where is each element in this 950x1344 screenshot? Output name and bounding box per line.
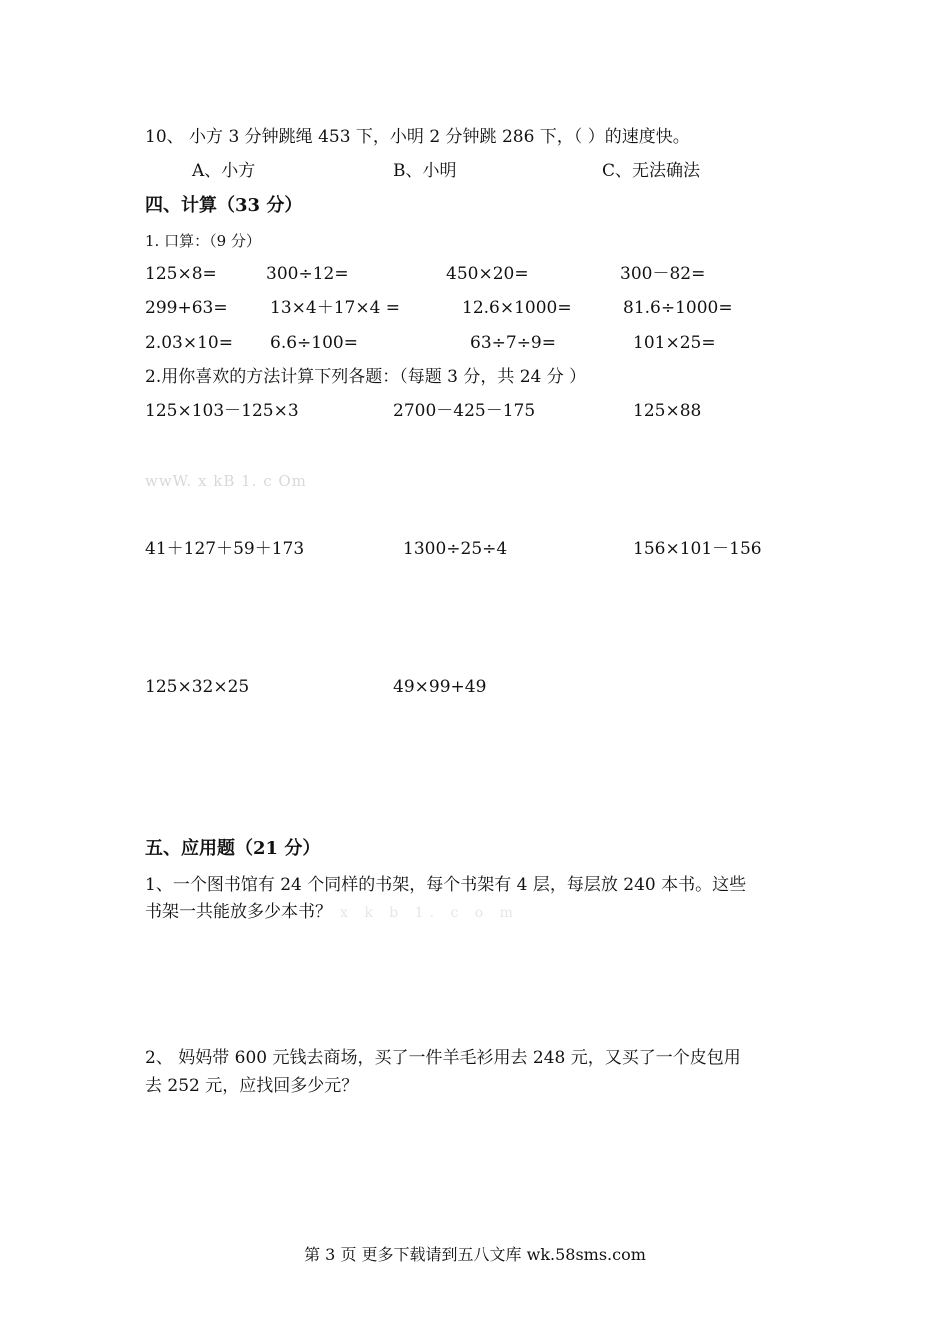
word-problem-2-line-2: 去 252 元，应找回多少元？ bbox=[145, 1076, 359, 1096]
oral-item: 101×25= bbox=[633, 333, 716, 353]
word-problem-2-line-1: 2、 妈妈带 600 元钱去商场，买了一件羊毛衫用去 248 元，又买了一个皮包用 bbox=[145, 1048, 741, 1068]
calc-item: 125×88 bbox=[633, 401, 702, 421]
oral-item: 12.6×1000= bbox=[462, 298, 572, 318]
oral-item: 300÷12= bbox=[266, 264, 349, 284]
section-4-title: 四、计算（33 分） bbox=[145, 195, 303, 216]
watermark-text: wwW. x kB 1. c Om bbox=[145, 472, 307, 490]
calc-item: 2700－425－175 bbox=[393, 401, 536, 421]
section-5-title: 五、应用题（21 分） bbox=[145, 838, 321, 859]
oral-item: 63÷7÷9= bbox=[470, 333, 556, 353]
oral-calc-title: 1. 口算：（9 分） bbox=[145, 232, 261, 250]
oral-item: 2.03×10= bbox=[145, 333, 233, 353]
oral-item: 125×8= bbox=[145, 264, 217, 284]
oral-item: 300－82= bbox=[620, 264, 706, 284]
word-problem-1-line-1: 1、一个图书馆有 24 个同样的书架，每个书架有 4 层，每层放 240 本书。这些 bbox=[145, 875, 747, 895]
word-problem-1-line-2: 书架一共能放多少本书？ bbox=[145, 902, 332, 922]
calc-title: 2.用你喜欢的方法计算下列各题：（每题 3 分，共 24 分 ） bbox=[145, 367, 587, 387]
option-b: B、小明 bbox=[393, 161, 457, 181]
oral-item: 81.6÷1000= bbox=[623, 298, 733, 318]
calc-item: 156×101－156 bbox=[633, 539, 762, 559]
page-footer: 第 3 页 更多下载请到五八文库 wk.58sms.com bbox=[304, 1245, 646, 1264]
question-10-stem: 10、 小方 3 分钟跳绳 453 下，小明 2 分钟跳 286 下，（ ）的速度快。 bbox=[145, 127, 690, 147]
oral-item: 450×20= bbox=[446, 264, 529, 284]
oral-item: 299+63= bbox=[145, 298, 228, 318]
oral-item: 6.6÷100= bbox=[270, 333, 358, 353]
option-a: A、小方 bbox=[192, 161, 256, 181]
calc-item: 125×32×25 bbox=[145, 677, 250, 697]
oral-item: 13×4＋17×4 = bbox=[270, 298, 401, 318]
calc-item: 41＋127＋59＋173 bbox=[145, 539, 305, 559]
calc-item: 125×103－125×3 bbox=[145, 401, 299, 421]
option-c: C、无法确法 bbox=[602, 161, 701, 181]
calc-item: 1300÷25÷4 bbox=[403, 539, 508, 559]
watermark-text: x k b 1. c o m bbox=[340, 905, 519, 921]
calc-item: 49×99+49 bbox=[393, 677, 487, 697]
